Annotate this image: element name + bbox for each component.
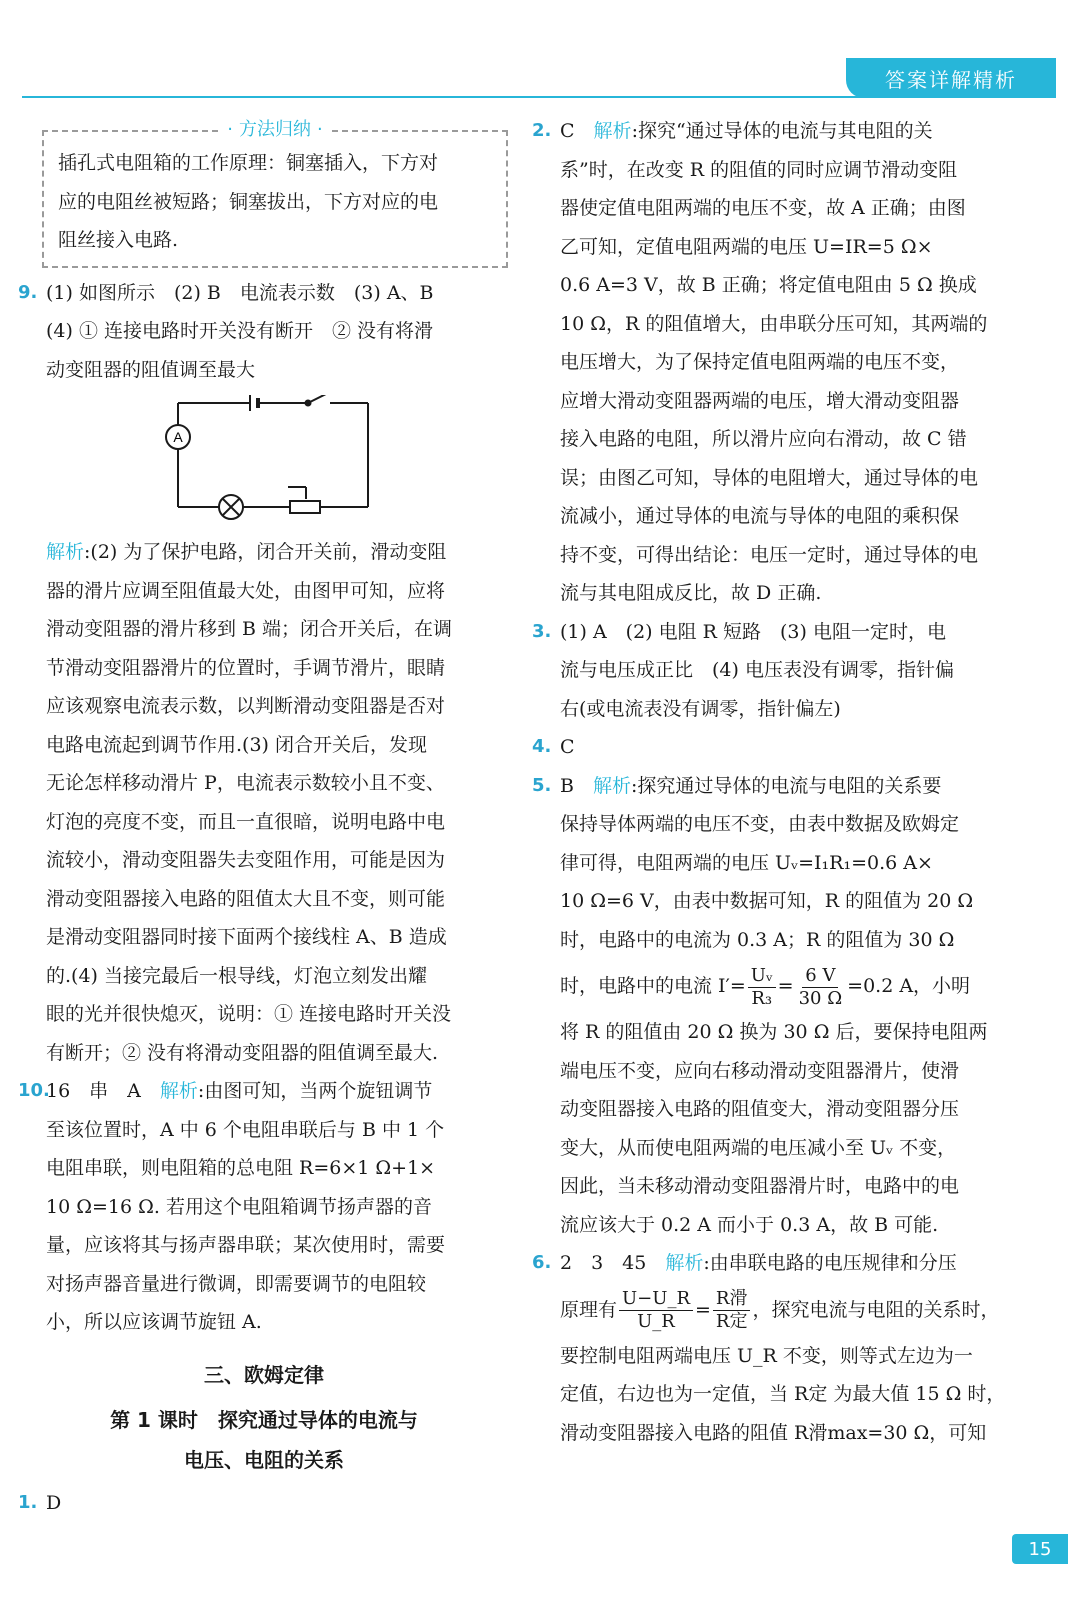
analysis-line: 误；由图乙可知，导体的电阻增大，通过导体的电 xyxy=(560,466,979,489)
analysis-line: 保持导体两端的电压不变，由表中数据及欧姆定 xyxy=(560,813,960,835)
analysis-line: 无论怎样移动滑片 P，电流表示数较小且不变、 xyxy=(46,772,445,794)
analysis-line: 器的滑片应调至阻值最大处，由图甲可知，应将 xyxy=(46,579,446,602)
method-line: 插孔式电阻箱的工作原理：铜塞插入，下方对 xyxy=(58,152,439,174)
equals-sign: = xyxy=(695,1298,711,1321)
analysis-line: 节滑动变阻器滑片的位置时，手调节滑片，眼睛 xyxy=(46,656,446,679)
page-number: 15 xyxy=(1012,1534,1068,1564)
analysis-line: 对扬声器音量进行微调，即需要调节的电阻较 xyxy=(46,1272,427,1295)
question-5 xyxy=(532,767,1040,1245)
analysis-line: 10 Ω=16 Ω. 若用这个电阻箱调节扬声器的音 xyxy=(46,1195,432,1218)
header-line xyxy=(22,96,1056,98)
analysis-line: 动变阻器接入电路的阻值变大，滑动变阻器分压 xyxy=(560,1098,960,1120)
answer-line: 动变阻器的阻值调至最大 xyxy=(46,358,256,381)
analysis-line: 有断开；② 没有将滑动变阻器的阻值调至最大. xyxy=(46,1041,439,1064)
fraction xyxy=(713,1288,751,1333)
fraction xyxy=(796,965,846,1010)
question-number: 10. xyxy=(18,1080,50,1101)
analysis-line: 持不变，可得出结论：电压一定时，通过导体的电 xyxy=(560,543,979,566)
left-column xyxy=(18,112,510,1523)
equals-sign: = xyxy=(777,975,794,997)
analysis-line: 时，电路中的电流为 0.3 A；R 的阻值为 30 Ω xyxy=(560,928,955,951)
analysis-line: 滑动变阻器接入电路的阻值太大且不变，则可能 xyxy=(46,887,446,910)
fraction-denominator: R定 xyxy=(715,1311,748,1332)
analysis-line: 流应该大于 0.2 A 而小于 0.3 A，故 B 可能. xyxy=(560,1213,939,1236)
analysis-line: 滑动变阻器接入电路的阻值 R滑max=30 Ω，可知 xyxy=(560,1421,987,1444)
method-line: 应的电阻丝被短路；铜塞拔出，下方对应的电 xyxy=(58,190,439,213)
analysis-line: 定值，右边也为一定值，当 R定 为最大值 15 Ω 时， xyxy=(560,1383,1006,1405)
fraction-numerator: 6 V xyxy=(802,965,838,988)
formula-text: 时，电路中的电流 I′= xyxy=(560,975,746,997)
answer-line: 流与电压成正比 (4) 电压表没有调零，指针偏 xyxy=(560,659,954,681)
analysis-line: 将 R 的阻值由 20 Ω 换为 30 Ω 后，要保持电阻两 xyxy=(560,1021,988,1043)
analysis-line: 眼的光并很快熄灭，说明：① 连接电路时开关没 xyxy=(46,1003,452,1025)
fraction-numerator: R滑 xyxy=(713,1288,751,1311)
analysis-line: 滑动变阻器的滑片移到 B 端；闭合开关后，在调 xyxy=(46,618,453,640)
analysis-line: 系”时，在改变 R 的阻值的同时应调节滑动变阻 xyxy=(560,158,958,181)
fraction-denominator: U_R xyxy=(637,1311,675,1332)
method-summary-box xyxy=(42,119,508,268)
analysis-line: 至该位置时，A 中 6 个电阻串联后与 B 中 1 个 xyxy=(46,1118,445,1141)
answer-text: D xyxy=(46,1492,62,1514)
formula-line xyxy=(560,1283,1040,1337)
ammeter-label: A xyxy=(173,429,183,445)
question-number: 6. xyxy=(532,1252,552,1273)
answer-line: (4) ① 连接电路时开关没有断开 ② 没有将滑 xyxy=(46,320,434,342)
analysis-line: 流较小，滑动变阻器失去变阻作用，可能是因为 xyxy=(46,849,446,871)
analysis-line: :探究通过导体的电流与电阻的关系要 xyxy=(630,774,942,797)
answer-line: (1) 如图所示 (2) B 电流表示数 (3) A、B xyxy=(46,281,434,304)
answer-text: 16 串 A xyxy=(46,1080,160,1102)
analysis-9 xyxy=(18,533,510,1072)
question-number: 1. xyxy=(18,1492,38,1513)
rheostat-body xyxy=(290,501,320,513)
question-6 xyxy=(532,1244,1040,1452)
analysis-keyword: 解析 xyxy=(46,541,85,563)
answer-text: B xyxy=(560,774,593,797)
formula-text: 原理有 xyxy=(560,1298,618,1321)
answer-line: 右(或电流表没有调零，指针偏左) xyxy=(560,697,841,720)
question-9 xyxy=(18,274,510,390)
analysis-line: 10 Ω=6 V，由表中数据可知，R 的阻值为 20 Ω xyxy=(560,890,974,912)
circuit-diagram xyxy=(158,395,378,525)
analysis-line: 接入电路的电阻，所以滑片应向右滑动，故 C 错 xyxy=(560,428,967,450)
header-tab xyxy=(846,58,1056,98)
analysis-line: 应该观察电流表示数，以判断滑动变阻器是否对 xyxy=(46,695,446,717)
analysis-line: 流与其电阻成反比，故 D 正确. xyxy=(560,582,822,604)
fraction-numerator: U−U_R xyxy=(619,1288,693,1311)
section-title: 三、欧姆定律 xyxy=(204,1362,324,1387)
answer-text: C xyxy=(560,736,575,758)
analysis-line: 10 Ω，R 的阻值增大，由串联分压可知，其两端的 xyxy=(560,312,988,335)
method-summary-title: · 方法归纳 · xyxy=(44,118,506,142)
analysis-keyword: 解析 xyxy=(159,1080,198,1102)
analysis-line: 量，应该将其与扬声器串联；某次使用时，需要 xyxy=(46,1234,446,1256)
analysis-keyword: 解析 xyxy=(592,774,631,797)
fraction-numerator: Uᵥ xyxy=(748,965,776,988)
analysis-line: 端电压不变，应向右移动滑动变阻器滑片，使滑 xyxy=(560,1059,960,1082)
analysis-line: 器使定值电阻两端的电压不变，故 A 正确；由图 xyxy=(560,197,966,219)
question-10 xyxy=(18,1072,510,1342)
analysis-line: 电路电流起到调节作用.(3) 闭合开关后，发现 xyxy=(46,733,427,756)
fraction-denominator: 30 Ω xyxy=(798,987,843,1009)
question-3 xyxy=(532,613,1040,729)
question-number: 5. xyxy=(532,774,552,796)
analysis-line: 的.(4) 当接完最后一根导线，灯泡立刻发出耀 xyxy=(46,964,427,987)
question-4 xyxy=(532,728,1040,767)
question-number: 3. xyxy=(532,620,552,642)
lesson-title-line2: 电压、电阻的关系 xyxy=(184,1448,344,1472)
analysis-line: 灯泡的亮度不变，而且一直很暗，说明电路中电 xyxy=(46,810,446,833)
analysis-line: :由串联电路的电压规律和分压 xyxy=(703,1252,957,1274)
analysis-line: 要控制电阻两端电压 U_R 不变，则等式左边为一 xyxy=(560,1344,973,1367)
analysis-line: :(2) 为了保护电路，闭合开关前，滑动变阻 xyxy=(84,541,447,563)
fraction xyxy=(619,1288,693,1333)
answer-line: (1) A (2) 电阻 R 短路 (3) 电阻一定时，电 xyxy=(560,620,946,643)
question-number: 9. xyxy=(18,281,38,303)
question-number: 4. xyxy=(532,736,552,757)
switch-lever xyxy=(308,395,328,403)
analysis-line: 电阻串联，则电阻箱的总电阻 R=6×1 Ω+1× xyxy=(46,1157,436,1179)
analysis-line: 律可得，电阻两端的电压 Uᵥ=I₁R₁=0.6 A× xyxy=(560,851,933,874)
formula-text: ，探究电流与电阻的关系时， xyxy=(752,1298,1000,1321)
analysis-line: :由图可知，当两个旋钮调节 xyxy=(197,1080,433,1102)
method-line: 阻丝接入电路. xyxy=(58,229,179,251)
question-2 xyxy=(532,112,1040,613)
fraction xyxy=(748,965,776,1010)
answer-text: C xyxy=(560,120,594,142)
analysis-line: 电压增大，为了保持定值电阻两端的电压不变， xyxy=(560,351,960,373)
header-title: 答案详解精析 xyxy=(885,67,1017,92)
analysis-line: 流减小，通过导体的电流与导体的电阻的乘积保 xyxy=(560,505,960,527)
formula-line xyxy=(560,959,1040,1013)
right-column xyxy=(532,112,1040,1452)
analysis-line: 小，所以应该调节旋钮 A. xyxy=(46,1311,262,1333)
analysis-keyword: 解析 xyxy=(665,1252,704,1274)
analysis-line: 乙可知，定值电阻两端的电压 U=IR=5 Ω× xyxy=(560,235,933,258)
question-number: 2. xyxy=(532,120,552,141)
lesson-title: 第 1 课时 探究通过导体的电流与 xyxy=(110,1408,418,1432)
fraction-denominator: R₃ xyxy=(751,987,773,1009)
analysis-line: 因此，当未移动滑动变阻器滑片时，电路中的电 xyxy=(560,1175,960,1197)
question-1 xyxy=(18,1484,510,1523)
analysis-line: :探究“通过导体的电流与其电阻的关 xyxy=(631,120,933,142)
analysis-keyword: 解析 xyxy=(593,120,632,142)
analysis-line: 应增大滑动变阻器两端的电压，增大滑动变阻器 xyxy=(560,389,960,412)
formula-text: =0.2 A，小明 xyxy=(847,975,971,997)
analysis-line: 变大，从而使电阻两端的电压减小至 Uᵥ 不变， xyxy=(560,1136,957,1159)
answer-text: 2 3 45 xyxy=(560,1252,666,1274)
analysis-line: 0.6 A=3 V，故 B 正确；将定值电阻由 5 Ω 换成 xyxy=(560,274,977,296)
analysis-line: 是滑动变阻器同时接下面两个接线柱 A、B 造成 xyxy=(46,926,447,948)
